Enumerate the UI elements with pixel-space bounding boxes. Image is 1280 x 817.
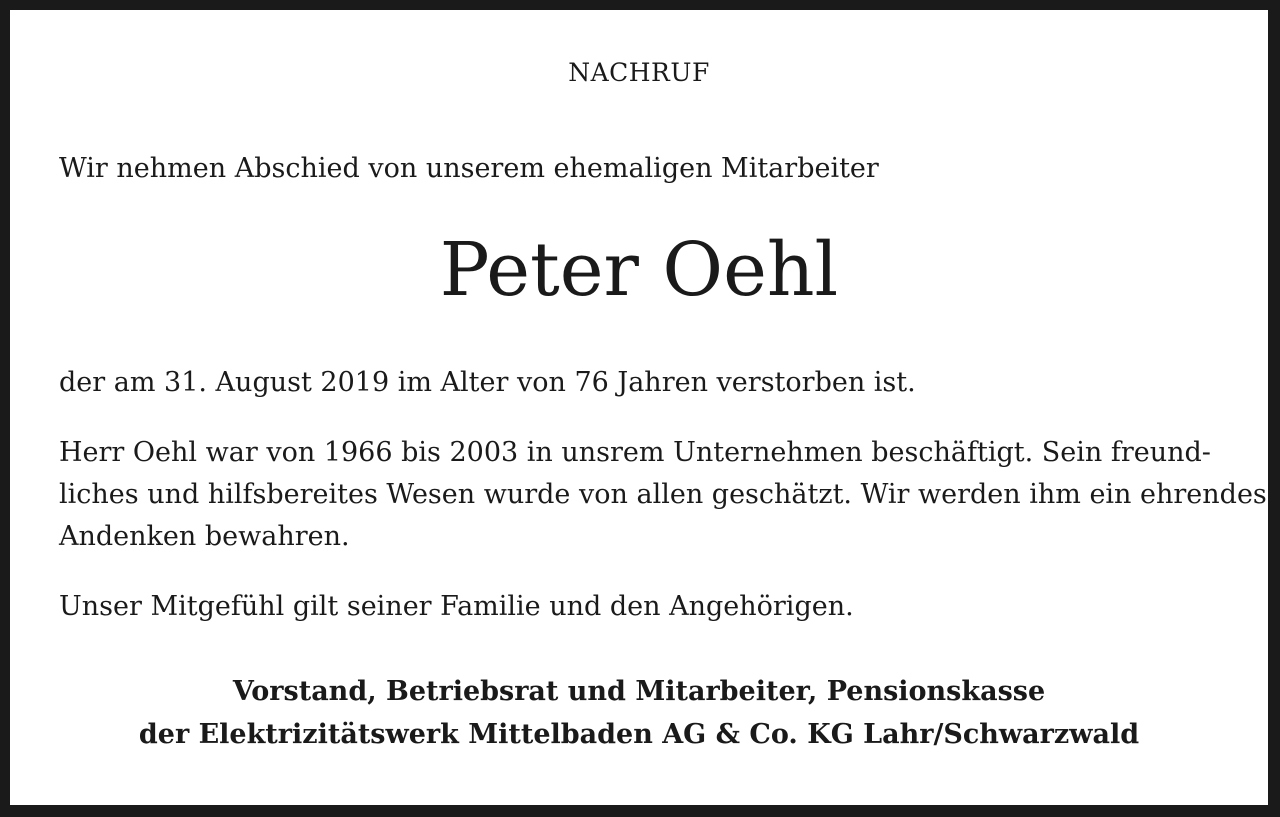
tribute-line: Herr Oehl war von 1966 bis 2003 in unsrem Unternehmen beschäftigt. Sein freund- bbox=[59, 437, 1211, 468]
notice-heading: NACHRUF bbox=[568, 58, 710, 87]
deceased-name: Peter Oehl bbox=[439, 227, 839, 313]
sympathy-text: Unser Mitgefühl gilt seiner Familie und den Angehörigen. bbox=[59, 591, 854, 622]
signature-block bbox=[10, 670, 1268, 756]
signature-line: der Elektrizitätswerk Mittelbaden AG & Co. KG Lahr/Schwarzwald bbox=[138, 719, 1140, 750]
tribute-line: liches und hilfsbereites Wesen wurde von allen geschätzt. Wir werden ihm ein ehrendes bbox=[59, 479, 1267, 510]
intro-text: Wir nehmen Abschied von unserem ehemaligen Mitarbeiter bbox=[59, 153, 879, 184]
obituary-notice bbox=[10, 10, 1268, 805]
death-date-text: der am 31. August 2019 im Alter von 76 Jahren verstorben ist. bbox=[59, 367, 916, 398]
signature-line: Vorstand, Betriebsrat und Mitarbeiter, Pensionskasse bbox=[232, 676, 1046, 707]
tribute-paragraph bbox=[59, 432, 1267, 558]
tribute-line: Andenken bewahren. bbox=[59, 521, 350, 552]
